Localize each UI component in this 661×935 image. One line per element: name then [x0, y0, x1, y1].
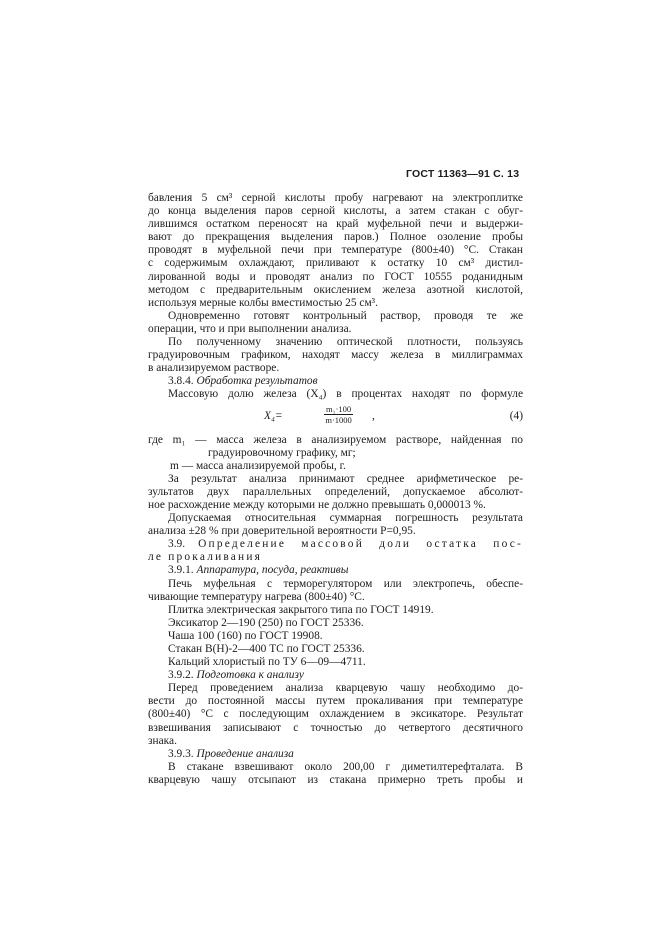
- section-number: 3.9.3.: [168, 747, 194, 760]
- section-heading-3-9-1: [148, 564, 523, 577]
- text-line: ное расхождение между которыми не должно превышать 0,000013 %.: [148, 498, 486, 511]
- text-line: взвешивания записывают с точностью до четвертого десятичного: [148, 721, 523, 734]
- formula-lhs: X₄=: [264, 409, 283, 422]
- section-heading-3-9-2: [148, 669, 523, 682]
- section-heading-3-8-4: [148, 375, 523, 388]
- page-header: ГОСТ 11363—91 С. 13: [406, 168, 520, 180]
- text-line: градуировочному графику, мг;: [208, 446, 356, 459]
- equation-number: (4): [509, 409, 523, 422]
- formula-denominator: m·1000: [325, 414, 352, 425]
- text-line: Массовую долю железа (X₄) в процентах находят по формуле: [168, 388, 523, 401]
- text-line: до конца выделения паров серной кислоты, а затем стакан с обуг-: [148, 205, 523, 218]
- section-title: Проведение анализа: [196, 747, 294, 760]
- section-title: Определение массовой доли остатка пос-: [198, 538, 523, 551]
- section-number: 3.9.: [168, 538, 186, 551]
- list-item: Эксикатор 2—190 (250) по ГОСТ 25336.: [168, 616, 364, 629]
- text-line: зультатов двух параллельных определений, допускаемое абсолют-: [148, 485, 523, 498]
- section-title: Обработка результатов: [196, 375, 318, 388]
- text-line: В стакане взвешивают около 200,00 г диметилтерефталата. В: [168, 760, 523, 773]
- text-line: чивающие температуру нагрева (800±40) °С.: [148, 590, 365, 603]
- paragraph: [148, 512, 523, 538]
- list-item: Кальций хлористый по ТУ 6—09—4711.: [168, 656, 366, 669]
- paragraph: [148, 192, 523, 310]
- text-line: градуировочным графиком, находят массу железа в миллиграммах: [148, 349, 523, 362]
- text-line: вают до прекращения выделения паров.) Полное озоление пробы: [148, 231, 523, 244]
- text-line: кварцевую чашу отсыпают из стакана примерно треть пробы и: [148, 773, 523, 786]
- text-line: бавления 5 см³ серной кислоты пробу нагревают на электроплитке: [148, 192, 523, 204]
- variable-definitions: [148, 434, 523, 473]
- text-line: в анализируемом растворе.: [148, 362, 280, 375]
- section-title: Аппаратура, посуда, реактивы: [196, 564, 349, 577]
- text-line: операции, что и при выполнении анализа.: [148, 322, 352, 335]
- paragraph: [148, 682, 523, 747]
- list-item: Чаша 100 (160) по ГОСТ 19908.: [168, 629, 323, 642]
- equipment-list: [148, 604, 523, 669]
- text-line: Допускаемая относительная суммарная погрешность результата: [168, 512, 523, 525]
- text-line: За результат анализа принимают среднее арифметическое ре-: [168, 472, 523, 485]
- text-line: (800±40) °С с последующим охлаждением в эксикаторе. Результат: [148, 708, 523, 721]
- text-line: методом с предварительным окислением железа азотной кислотой,: [148, 283, 523, 296]
- document-body: [148, 192, 523, 787]
- formula-4: [148, 404, 523, 430]
- section-number: 3.8.4.: [168, 375, 194, 388]
- text-line: лированной воды и проводят анализ по ГОСТ 10555 роданидным: [148, 270, 523, 283]
- paragraph: [148, 761, 523, 787]
- section-number: 3.9.1.: [168, 564, 194, 577]
- section-heading-3-9: [148, 538, 523, 564]
- text-line: знака.: [148, 734, 177, 747]
- formula-comma: ,: [372, 409, 375, 422]
- paragraph: [148, 336, 523, 375]
- text-line: проводят в муфельной печи при температуре (800±40) °С. Стакан: [148, 244, 523, 257]
- section-number: 3.9.2.: [168, 669, 194, 682]
- text-line: m — масса анализируемой пробы, г.: [170, 459, 346, 472]
- formula-fraction: [324, 404, 353, 425]
- section-title-continued: ле прокаливания: [148, 551, 263, 564]
- text-line: с содержимым охлаждают, приливают к остатку 10 см³ дистил-: [148, 257, 523, 270]
- section-title: Подготовка к анализу: [196, 669, 304, 682]
- formula-numerator: m₁·100: [326, 403, 352, 414]
- text-line: анализа ±28 % при доверительной вероятности P=0,95.: [148, 525, 416, 538]
- text-line: По полученному значению оптической плотности, пользуясь: [168, 336, 523, 349]
- section-heading-3-9-3: [148, 748, 523, 761]
- text-line: Печь муфельная с терморегулятором или электропечь, обеспе-: [168, 577, 523, 590]
- list-item: Стакан В(Н)-2—400 ТС по ГОСТ 25336.: [168, 643, 365, 655]
- text-line: Одновременно готовят контрольный раствор, проводя те же: [168, 309, 523, 322]
- paragraph: [148, 473, 523, 512]
- paragraph: [148, 310, 523, 336]
- list-item: Плитка электрическая закрытого типа по ГОСТ 14919.: [168, 603, 434, 616]
- text-line: используя мерные колбы вместимостью 25 см³.: [148, 296, 378, 309]
- text-line: лившимся остатком переносят на край муфельной печи и выдержи-: [148, 218, 523, 231]
- paragraph: [148, 578, 523, 604]
- text-line: где m₁ — масса железа в анализируемом растворе, найденная по: [148, 433, 523, 446]
- text-line: Перед проведением анализа кварцевую чашу необходимо до-: [168, 682, 523, 695]
- text-line: вести до постоянной массы путем прокаливания при температуре: [148, 695, 523, 708]
